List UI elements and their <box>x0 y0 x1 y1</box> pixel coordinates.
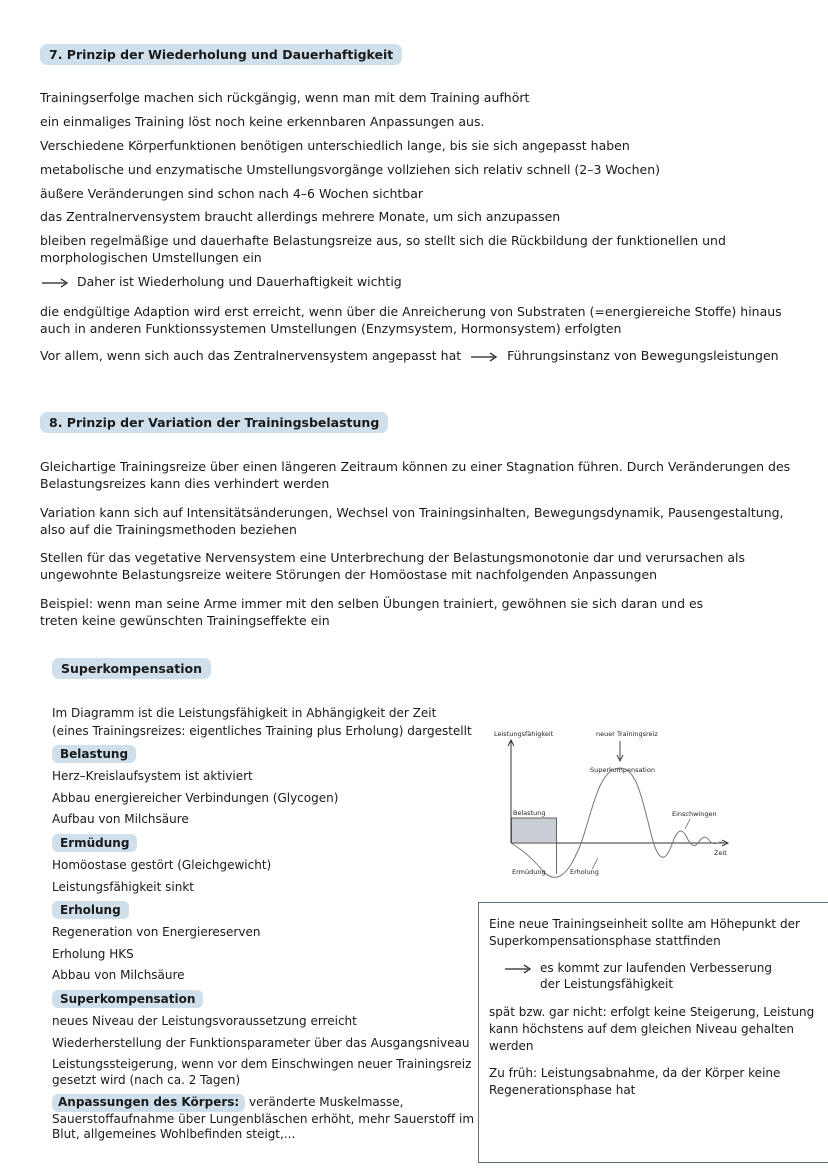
arrow-note <box>42 274 792 291</box>
diagram-label-neuer-trainingsreiz: neuer Trainingsreiz <box>596 730 658 738</box>
group-heading-label: Superkompensation <box>52 990 203 1008</box>
final-line-post: Führungsinstanz von Bewegungsleistungen <box>507 348 779 364</box>
section7-title-wrap <box>40 44 402 65</box>
anpassungen-paragraph <box>52 1094 482 1142</box>
final-line-pre: Vor allem, wenn sich auch das Zentralnervensystem angepasst hat <box>40 348 462 364</box>
group-heading-erholung <box>52 901 482 919</box>
note-line: Abbau energiereicher Verbindungen (Glycogen) <box>52 790 339 805</box>
note-line: das Zentralnervensystem braucht allerdings mehrere Monate, um sich anzupassen <box>40 209 561 225</box>
note-paragraph: Beispiel: wenn man seine Arme immer mit den selben Übungen trainiert, gewöhnen sie sich daran und es treten keine gewünschten Trainingseffekte ein <box>40 595 704 628</box>
arrow-right-icon <box>471 352 497 362</box>
diagram-label-erholung: Erholung <box>570 868 599 876</box>
superkompensation-column <box>52 706 482 1142</box>
note-line: Regeneration von Energiereserven <box>52 925 261 940</box>
diagram-label-einschwingen: Einschwingen <box>672 810 717 818</box>
note-line: bleiben regelmäßige und dauerhafte Belastungsreize aus, so stellt sich die Rückbildung der funktionellen und morphologischen Umstellungen ein <box>40 233 726 266</box>
section8-body <box>40 458 792 640</box>
infobox-line: spät bzw. gar nicht: erfolgt keine Steigerung, Leistung kann höchstens auf dem gleichen Niveau gehalten werden <box>489 1005 815 1053</box>
section8-title-wrap <box>40 412 388 433</box>
note-line: Erholung HKS <box>52 946 134 961</box>
diagram-intro-line: Im Diagramm ist die Leistungsfähigkeit in Abhängigkeit der Zeit <box>52 706 437 720</box>
superkompensation-title-wrap <box>52 658 211 679</box>
note-line: Leistungsfähigkeit sinkt <box>52 879 194 894</box>
einschwingen-pointer-line <box>685 819 690 829</box>
infobox-line: Zu früh: Leistungsabnahme, da der Körper keine Regenerationsphase hat <box>489 1066 781 1097</box>
note-paragraph: die endgültige Adaption wird erst erreicht, wenn über die Anreicherung von Substraten (=energiereiche Stoffe) hinaus auch in anderen Funktionssystemen Umstellungen (Enzymsystem, Hormonsystem) erfolgten <box>40 303 782 337</box>
note-line: Wiederherstellung der Funktionsparameter über das Ausgangsniveau <box>52 1035 470 1050</box>
note-line: Leistungssteigerung, wenn vor dem Einschwingen neuer Trainingsreiz gesetzt wird (nach ca. 2 Tagen) <box>52 1057 472 1087</box>
belastung-rect <box>512 818 557 843</box>
section7-title: 7. Prinzip der Wiederholung und Dauerhaftigkeit <box>40 44 402 65</box>
note-line: metabolische und enzymatische Umstellungsvorgänge vollziehen sich relativ schnell (2–3 Wochen) <box>40 161 660 177</box>
group-heading-label: Ermüdung <box>52 834 137 852</box>
note-line-with-arrow <box>40 348 792 365</box>
infobox-arrow-note <box>505 960 828 992</box>
section7-body <box>40 90 792 372</box>
group-heading-label: Erholung <box>52 901 129 919</box>
superkompensation-title: Superkompensation <box>52 658 211 679</box>
diagram-label-ermuedung: Ermüdung <box>512 868 546 876</box>
superkompensation-diagram <box>494 724 746 892</box>
note-line: ein einmaliges Training löst noch keine erkennbaren Anpassungen aus. <box>40 113 485 129</box>
anpassungen-text: veränderte Muskelmasse, Sauerstoffaufnahme über Lungenbläschen erhöht, mehr Sauerstoff im Blut, allgemeines Wohlbefinden steigt,... <box>52 1095 475 1142</box>
note-line: Herz–Kreislaufsystem ist aktiviert <box>52 769 253 784</box>
anpassungen-label: Anpassungen des Körpers: <box>52 1094 245 1111</box>
section8-title: 8. Prinzip der Variation der Trainingsbelastung <box>40 412 388 433</box>
diagram-y-axis-label: Leistungsfähigkeit <box>494 730 554 738</box>
group-heading-ermuedung <box>52 834 482 852</box>
group-heading-label: Belastung <box>52 745 136 763</box>
arrow-right-icon <box>42 278 68 288</box>
infobox-arrow-line2: der Leistungsfähigkeit <box>540 977 674 992</box>
diagram-label-superkompensation: Superkompensation <box>590 766 655 774</box>
note-paragraph: Variation kann sich auf Intensitätsänderungen, Wechsel von Trainingsinhalten, Bewegungsdynamik, Pausengestaltung, also auf die Trainingsmethoden beziehen <box>40 504 784 537</box>
note-line: neues Niveau der Leistungsvoraussetzung erreicht <box>52 1013 357 1028</box>
note-line: Verschiedene Körperfunktionen benötigen unterschiedlich lange, bis sie sich angepasst haben <box>40 137 630 153</box>
note-line: äußere Veränderungen sind schon nach 4–6 Wochen sichtbar <box>40 185 424 201</box>
note-line: Trainingserfolge machen sich rückgängig, wenn man mit dem Training aufhört <box>40 90 530 105</box>
infobox-line: Eine neue Trainingseinheit sollte am Höhepunkt der Superkompensationsphase stattfinden <box>489 917 800 948</box>
diagram-intro-line: (eines Trainingsreizes: eigentliches Training plus Erholung) dargestellt <box>52 723 472 738</box>
diagram-label-belastung: Belastung <box>513 809 546 817</box>
diagram-x-axis-label: Zeit <box>714 849 727 857</box>
arrow-note-text: Daher ist Wiederholung und Dauerhaftigkeit wichtig <box>77 274 402 289</box>
group-heading-superkompensation <box>52 990 482 1008</box>
infobox-arrow-text <box>540 960 772 992</box>
note-paragraph: Gleichartige Trainingsreize über einen längeren Zeitraum können zu einer Stagnation führen. Durch Veränderungen des Belastungsreizes kann dies verhindert werden <box>40 459 791 492</box>
infobox-arrow-line1: es kommt zur laufenden Verbesserung <box>540 961 773 976</box>
group-heading-belastung <box>52 745 482 763</box>
note-line: Aufbau von Milchsäure <box>52 812 189 827</box>
note-line: Homöostase gestört (Gleichgewicht) <box>52 857 272 872</box>
note-line: Abbau von Milchsäure <box>52 968 185 983</box>
arrow-right-icon <box>505 964 531 974</box>
note-paragraph: Stellen für das vegetative Nervensystem eine Unterbrechung der Belastungsmonotonie dar und verursachen als ungewohnte Belastungsreize weitere Störungen der Homöostase mit nachfolgenden Anpassungen <box>40 550 746 583</box>
superkompensation-infobox <box>478 902 828 1163</box>
